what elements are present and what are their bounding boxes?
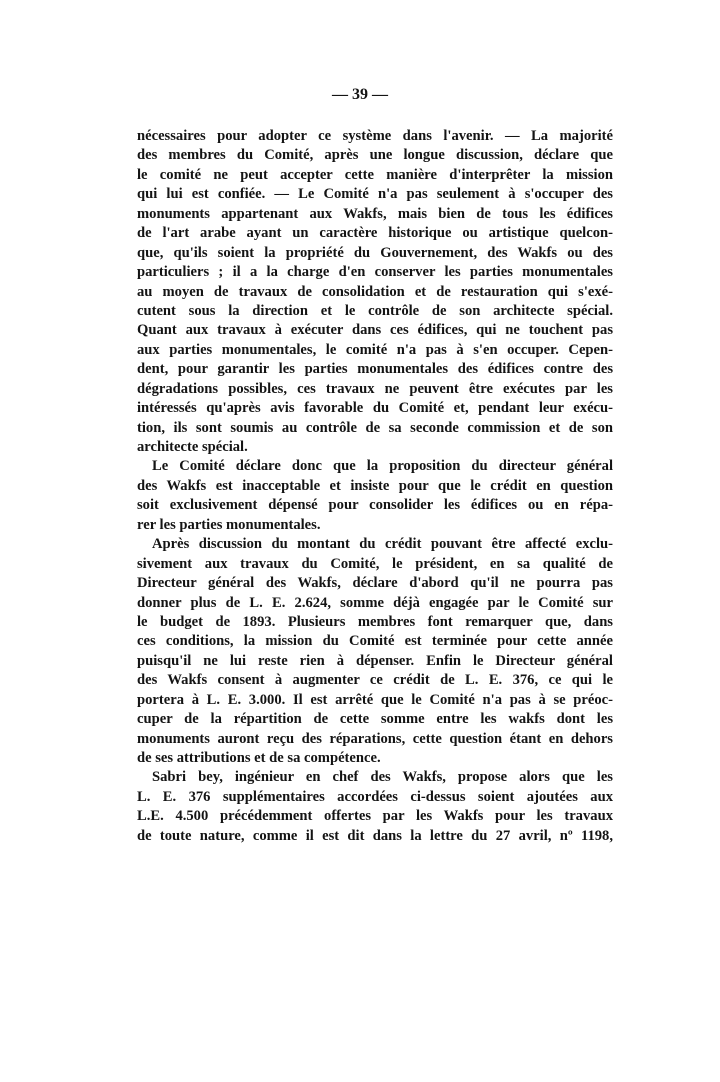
text-line: de l'art arabe ayant un caractère historique ou artistique quelcon-: [137, 225, 613, 242]
text-line: Quant aux travaux à exécuter dans ces édifices, qui ne touchent pas: [137, 322, 613, 339]
text-line: dégradations possibles, ces travaux ne peuvent être exécutes par les: [137, 380, 613, 397]
text-line: puisqu'il ne lui reste rien à dépenser. Enfin le Directeur général: [137, 652, 613, 669]
text-line: intéressés qu'après avis favorable du Comité et, pendant leur exécu-: [137, 400, 613, 417]
text-line: architecte spécial.: [137, 439, 248, 455]
text-line: L.E. 4.500 précédemment offertes par les Wakfs pour les travaux: [137, 808, 613, 825]
text-line: le budget de 1893. Plusieurs membres font remarquer que, dans: [137, 613, 613, 630]
text-line: des membres du Comité, après une longue discussion, déclare que: [137, 147, 613, 164]
text-line: aux parties monumentales, le comité n'a pas à s'en occuper. Cepen-: [137, 341, 613, 358]
text-line: portera à L. E. 3.000. Il est arrêté que le Comité n'a pas à se préoc-: [137, 691, 613, 708]
text-line: Après discussion du montant du crédit pouvant être affecté exclu-: [152, 536, 613, 553]
text-line: monuments auront reçu des réparations, cette question étant en dehors: [137, 730, 613, 747]
text-line: Le Comité déclare donc que la proposition du directeur général: [152, 458, 613, 475]
text-line: ces conditions, la mission du Comité est terminée pour cette année: [137, 633, 613, 650]
text-line: le comité ne peut accepter cette manière d'interprêter la mission: [137, 166, 613, 183]
text-line: L. E. 376 supplémentaires accordées ci-dessus soient ajoutées aux: [137, 788, 613, 805]
body-text: [137, 127, 613, 846]
text-line: de ses attributions et de sa compétence.: [137, 750, 381, 766]
text-line: cuper de la répartition de cette somme entre les wakfs dont les: [137, 711, 613, 728]
text-line: que, qu'ils soient la propriété du Gouvernement, des Wakfs ou des: [137, 244, 613, 261]
text-line: particuliers ; il a la charge d'en conserver les parties monumentales: [137, 264, 613, 281]
text-line: Directeur général des Wakfs, déclare d'abord qu'il ne pourra pas: [137, 575, 613, 592]
text-line: tion, ils sont soumis au contrôle de sa seconde commission et de son: [137, 419, 613, 436]
text-line: soit exclusivement dépensé pour consolider les édifices ou en répa-: [137, 497, 613, 514]
text-line: sivement aux travaux du Comité, le président, en sa qualité de: [137, 555, 613, 572]
text-line: des Wakfs est inacceptable et insiste pour que le crédit en question: [137, 477, 613, 494]
text-line: monuments appartenant aux Wakfs, mais bien de tous les édifices: [137, 205, 613, 222]
text-line: rer les parties monumentales.: [137, 516, 321, 533]
text-line: nécessaires pour adopter ce système dans l'avenir. — La majorité: [137, 128, 613, 144]
text-line: donner plus de L. E. 2.624, somme déjà engagée par le Comité sur: [137, 594, 613, 611]
text-line: dent, pour garantir les parties monumentales des édifices contre des: [137, 361, 613, 378]
text-line: au moyen de travaux de consolidation et de restauration qui s'exé-: [137, 283, 613, 300]
text-line: des Wakfs consent à augmenter ce crédit de L. E. 376, ce qui le: [137, 672, 613, 689]
text-line: cutent sous la direction et le contrôle de son architecte spécial.: [137, 302, 613, 319]
text-line: Sabri bey, ingénieur en chef des Wakfs, propose alors que les: [152, 769, 613, 786]
text-line: qui lui est confiée. — Le Comité n'a pas seulement à s'occuper des: [137, 186, 613, 203]
page-number: — 39 —: [332, 86, 388, 103]
text-line: de toute nature, comme il est dit dans la lettre du 27 avril, nº 1198,: [137, 827, 613, 844]
